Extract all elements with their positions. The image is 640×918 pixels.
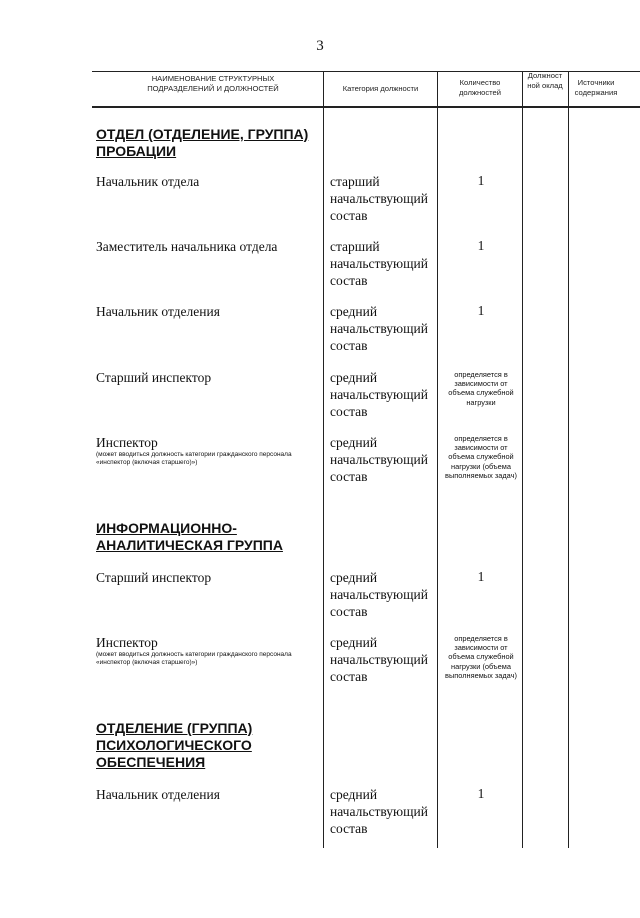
position-quantity: 1	[477, 569, 485, 584]
position-quantity: 1	[477, 238, 485, 253]
table-header-rule	[92, 106, 640, 108]
position-category: средний начальствующий состав	[330, 435, 428, 484]
position-name: Инспектор	[96, 635, 158, 650]
position-name: Старший инспектор	[96, 370, 212, 385]
position-quantity: 1	[477, 786, 485, 801]
column-divider	[568, 71, 569, 848]
column-divider	[323, 71, 324, 848]
position-name: Начальник отдела	[96, 174, 200, 189]
column-divider	[522, 71, 523, 848]
position-quantity: определяется в зависимости от объема служебной нагрузки	[448, 370, 514, 407]
section-title: ОТДЕЛЕНИЕ (ГРУППА) ПСИХОЛОГИЧЕСКОГО ОБЕСПЕЧЕНИЯ	[96, 720, 253, 770]
position-quantity: определяется в зависимости от объема служебной нагрузки (объема выполняемых задач)	[445, 434, 517, 480]
position-name: Заместитель начальника отдела	[96, 239, 278, 254]
position-category: средний начальствующий состав	[330, 570, 428, 619]
position-category: старший начальствующий состав	[330, 239, 428, 288]
header-quantity: Количество должностей	[458, 78, 502, 97]
header-salary: Должност ной оклад	[527, 71, 563, 90]
position-name: Начальник отделения	[96, 787, 220, 802]
header-sources: Источники содержания	[574, 78, 618, 97]
position-category: старший начальствующий состав	[330, 174, 428, 223]
position-name: Начальник отделения	[96, 304, 220, 319]
position-quantity: определяется в зависимости от объема служебной нагрузки (объема выполняемых задач)	[445, 634, 517, 680]
position-note: (может вводиться должность категории гражданского персонала «инспектор (включая старшего)»)	[96, 651, 292, 666]
section-title: ОТДЕЛ (ОТДЕЛЕНИЕ, ГРУППА) ПРОБАЦИИ	[96, 126, 309, 159]
position-quantity: 1	[477, 173, 485, 188]
header-name: НАИМЕНОВАНИЕ СТРУКТУРНЫХ ПОДРАЗДЕЛЕНИЙ И ДОЛЖНОСТЕЙ	[147, 74, 279, 93]
position-quantity: 1	[477, 303, 485, 318]
position-category: средний начальствующий состав	[330, 635, 428, 684]
header-category: Категория должности	[342, 84, 419, 93]
position-category: средний начальствующий состав	[330, 787, 428, 836]
position-category: средний начальствующий состав	[330, 370, 428, 419]
position-name: Старший инспектор	[96, 570, 212, 585]
page-number: 3	[316, 38, 324, 54]
position-note: (может вводиться должность категории гражданского персонала «инспектор (включая старшего)»)	[96, 451, 292, 466]
position-category: средний начальствующий состав	[330, 304, 428, 353]
section-title: ИНФОРМАЦИОННО-АНАЛИТИЧЕСКАЯ ГРУППА	[96, 520, 283, 553]
position-name: Инспектор	[96, 435, 158, 450]
